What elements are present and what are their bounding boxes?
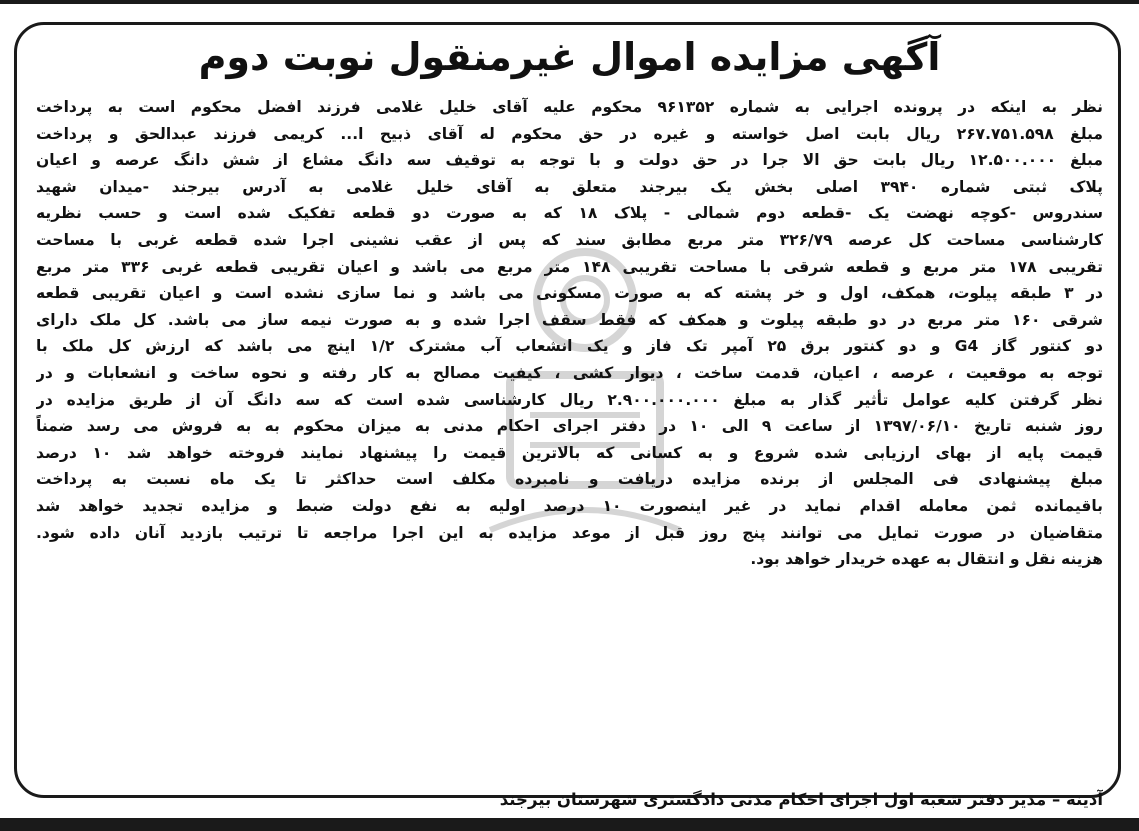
notice-body-line: پلاک ثبتی شماره ۳۹۴۰ اصلی بخش یک بیرجند متعلق به آقای خلیل غلامی به آدرس بیرجند -میدان شهید — [36, 177, 1103, 196]
notice-body-line: قیمت پایه از بهای ارزیابی شده شروع و به کسانی که بالاترین قیمت را پیشنهاد نمایند فروخته خواهد شد ۱۰ درصد — [36, 443, 1103, 462]
notice-body-line: شرقی ۱۶۰ متر مربع در دو طبقه پیلوت و همکف که فقط سقف اجرا شده و به صورت نیمه ساز می باشد. کل ملک دارای — [36, 310, 1103, 329]
notice-body-line: تقریبی ۱۷۸ متر مربع و قطعه شرقی با مساحت تقریبی ۱۴۸ متر مربع می باشد و اعیان تقریبی قطعه غربی ۳۳۶ متر مربع — [36, 257, 1103, 276]
notice-body-line: هزینه نقل و انتقال به عهده خریدار خواهد بود. — [750, 550, 1103, 569]
notice-body-line: روز شنبه تاریخ ۱۳۹۷/۰۶/۱۰ از ساعت ۹ الی ۱۰ در دفتر اجرای احکام مدنی به میزان محکوم به به فروش می رسد ضمناً — [36, 417, 1103, 436]
notice-body-line: در ۳ طبقه پیلوت، همکف، اول و خر پشته که به صورت مسکونی می باشد و نما سازی نشده است و اعیان تقریبی قطعه — [36, 284, 1103, 303]
notice-body — [36, 94, 1103, 774]
notice-body-line: کارشناسی مساحت کل عرصه ۳۲۶/۷۹ متر مربع مطابق سند که پس از عقب نشینی اجرا شده قطعه غربی با مساحت — [36, 230, 1103, 249]
notice-body-line: باقیمانده ثمن معامله اقدام نماید در غیر اینصورت ۱۰ درصد اولیه به نفع دولت ضبط و مزایده تجدید خواهد شد — [36, 496, 1103, 515]
notice-body-line: متقاضیان در صورت تمایل می توانند پنج روز قبل از موعد مزایده به این اجرا مراجعه تا ترتیب بازدید آنان داده شود. — [36, 523, 1103, 542]
bottom-border-rule — [0, 818, 1139, 831]
notice-body-line: توجه به موقعیت ، عرصه ، اعیان، قدمت ساخت ، دیوار کشی ، کیفیت مصالح به کار رفته و نحوه ساخت و انشعابات و در — [36, 363, 1103, 382]
notice-body-line: نظر به اینکه در پرونده اجرایی به شماره ۹۶۱۳۵۲ محکوم علیه آقای خلیل غلامی فرزند افضل محکوم است به پرداخت — [36, 98, 1103, 116]
notice-body-line: سندروس -کوچه نهضت یک -قطعه دوم شمالی - پلاک ۱۸ که به صورت دو قطعه تفکیک شده است و حسب نظریه — [36, 204, 1103, 223]
notice-body-line: نظر گرفتن کلیه عوامل تأثیر گذار به مبلغ ۲.۹۰۰.۰۰۰.۰۰۰ ریال کارشناسی شده است که سه دانگ آن از طریق مزایده در — [36, 390, 1103, 409]
notice-body-line: مبلغ پیشنهادی فی المجلس از برنده مزایده دریافت و نامبرده مکلف است حداکثر تا یک ماه نسبت به پرداخت — [36, 470, 1103, 489]
top-border-rule — [0, 0, 1139, 4]
notice-title: آگهی مزایده اموال غیرمنقول نوبت دوم — [198, 35, 941, 79]
notice-body-line: دو کنتور گاز G4 و دو کنتور برق ۲۵ آمپر تک فاز و یک انشعاب آب مشترک ۱/۲ اینچ می باشد که ارزش کل ملک با — [36, 337, 1103, 356]
notice-body-line: مبلغ ۲۶۷.۷۵۱.۵۹۸ ریال بابت اصل خواسته و غیره در حق محکوم له آقای ذبیح ا... کریمی فرزند عبدالحق و پرداخت — [36, 124, 1103, 143]
notice-signature: آدینه – مدیر دفتر شعبه اول اجرای احکام مدنی دادگستری شهرستان بیرجند — [499, 790, 1103, 809]
notice-body-line: مبلغ ۱۲.۵۰۰.۰۰۰ ریال بابت حق الا جرا در حق دولت و با توجه به توقیف سه دانگ مشاع از شش دانگ عرصه و اعیان — [36, 151, 1103, 170]
